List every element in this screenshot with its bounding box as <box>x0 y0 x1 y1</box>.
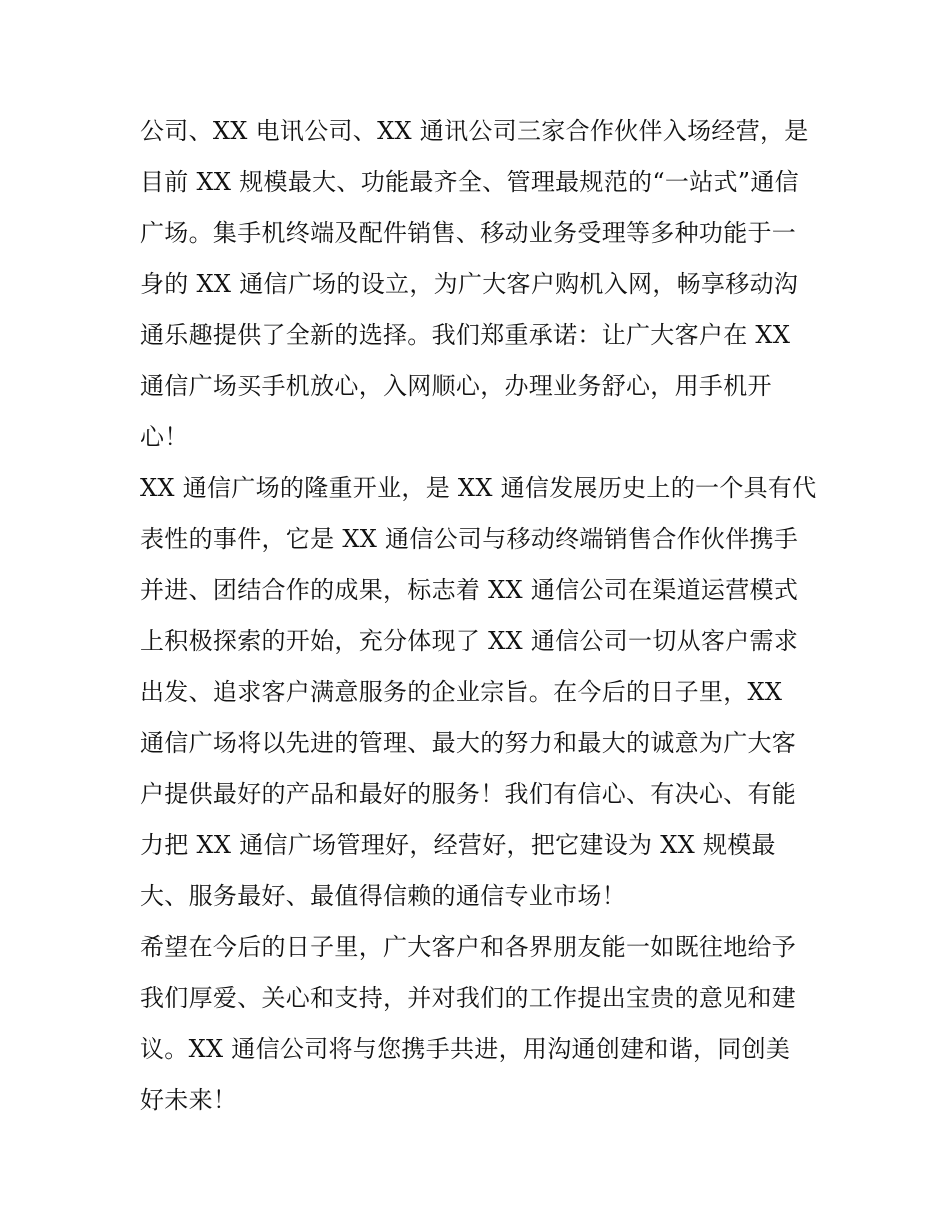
text-line: 广场。集手机终端及配件销售、移动业务受理等多种功能于一 <box>140 219 797 247</box>
text-line: 出发、追求客户满意服务的企业宗旨。在今后的日子里，XX <box>140 678 783 706</box>
text-line: 上积极探索的开始，充分体现了 XX 通信公司一切从客户需求 <box>140 627 799 655</box>
text-line: 我们厚爱、关心和支持，并对我们的工作提出宝贵的意见和建 <box>140 984 797 1012</box>
text-line: 并进、团结合作的成果，标志着 XX 通信公司在渠道运营模式 <box>140 576 799 604</box>
text-line: 通信广场将以先进的管理、最大的努力和最大的诚意为广大客 <box>140 729 797 757</box>
text-line: 议。XX 通信公司将与您携手共进，用沟通创建和谐，同创美 <box>140 1035 791 1063</box>
text-line: 公司、XX 电讯公司、XX 通讯公司三家合作伙伴入场经营，是 <box>140 117 809 145</box>
text-line: 表性的事件，它是 XX 通信公司与移动终端销售合作伙伴携手 <box>140 525 799 553</box>
text-line: 心！ <box>140 423 189 451</box>
text-line: XX 通信广场的隆重开业，是 XX 通信发展历史上的一个具有代 <box>140 474 817 502</box>
text-line: 好未来！ <box>140 1086 238 1114</box>
text-line: 身的 XX 通信广场的设立，为广大客户购机入网，畅享移动沟 <box>140 270 799 298</box>
text-line: 希望在今后的日子里，广大客户和各界朋友能一如既往地给予 <box>140 933 797 961</box>
text-line: 通乐趣提供了全新的选择。我们郑重承诺：让广大客户在 XX <box>140 321 791 349</box>
text-line: 大、服务最好、最值得信赖的通信专业市场！ <box>140 882 626 910</box>
text-line: 通信广场买手机放心，入网顺心，办理业务舒心，用手机开 <box>140 372 772 400</box>
text-line: 户提供最好的产品和最好的服务！我们有信心、有决心、有能 <box>140 780 797 808</box>
text-line: 力把 XX 通信广场管理好，经营好，把它建设为 XX 规模最 <box>140 831 776 859</box>
text-line: 目前 XX 规模最大、功能最齐全、管理最规范的“一站式”通信 <box>140 168 799 196</box>
document-body <box>140 106 820 1126</box>
